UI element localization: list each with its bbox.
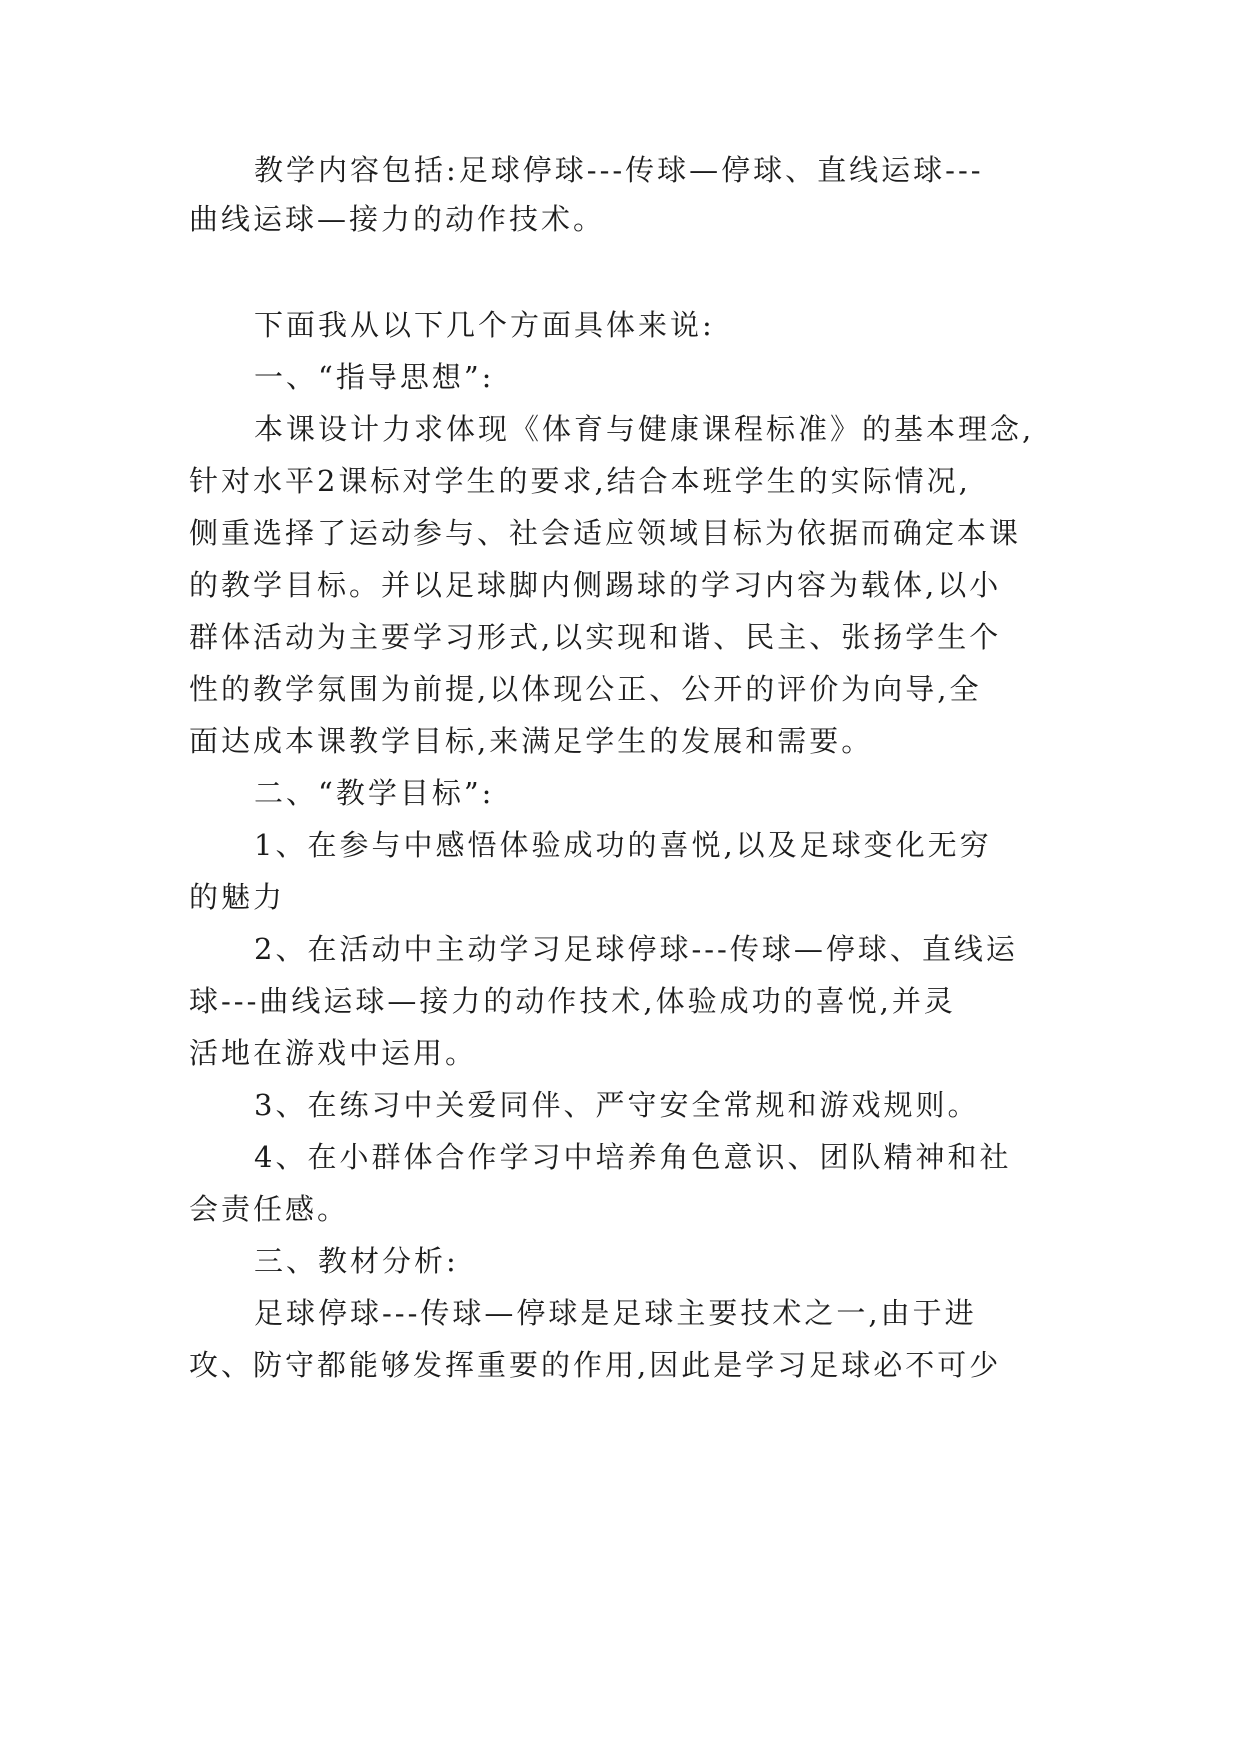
- section-heading: 三、教材分析:: [254, 1244, 459, 1278]
- text-line: 下面我从以下几个方面具体来说:: [254, 308, 715, 342]
- text-line: 的教学目标。并以足球脚内侧踢球的学习内容为载体,以小: [189, 568, 1002, 602]
- text-line: 会责任感。: [189, 1192, 350, 1226]
- section-heading: 二、“教学目标”:: [254, 776, 495, 810]
- text-line: 侧重选择了运动参与、社会适应领域目标为依据而确定本课: [189, 516, 1022, 550]
- list-item: 1、在参与中感悟体验成功的喜悦,以及足球变化无穷: [254, 828, 992, 862]
- text-line: 本课设计力求体现《体育与健康课程标准》的基本理念,: [254, 412, 1035, 446]
- section-heading: 一、“指导思想”:: [254, 360, 495, 394]
- text-line: 面达成本课教学目标,来满足学生的发展和需要。: [189, 724, 874, 758]
- text-line: 群体活动为主要学习形式,以实现和谐、民主、张扬学生个: [189, 620, 1002, 654]
- text-line: 的魅力: [189, 880, 286, 914]
- list-item: 4、在小群体合作学习中培养角色意识、团队精神和社: [254, 1140, 1012, 1174]
- text-line: 教学内容包括:足球停球---传球—停球、直线运球---: [254, 153, 984, 187]
- text-line: 针对水平2课标对学生的要求,结合本班学生的实际情况,: [189, 464, 971, 498]
- text-line: 攻、防守都能够发挥重要的作用,因此是学习足球必不可少: [189, 1348, 1002, 1382]
- text-line: 性的教学氛围为前提,以体现公正、公开的评价为向导,全: [189, 672, 982, 706]
- text-line: 活地在游戏中运用。: [189, 1036, 478, 1070]
- text-line: 曲线运球—接力的动作技术。: [189, 202, 606, 236]
- list-item: 2、在活动中主动学习足球停球---传球—停球、直线运: [254, 932, 1018, 966]
- text-line: 球---曲线运球—接力的动作技术,体验成功的喜悦,并灵: [189, 984, 956, 1018]
- list-item: 3、在练习中关爱同伴、严守安全常规和游戏规则。: [254, 1088, 980, 1122]
- text-line: 足球停球---传球—停球是足球主要技术之一,由于进: [254, 1296, 977, 1330]
